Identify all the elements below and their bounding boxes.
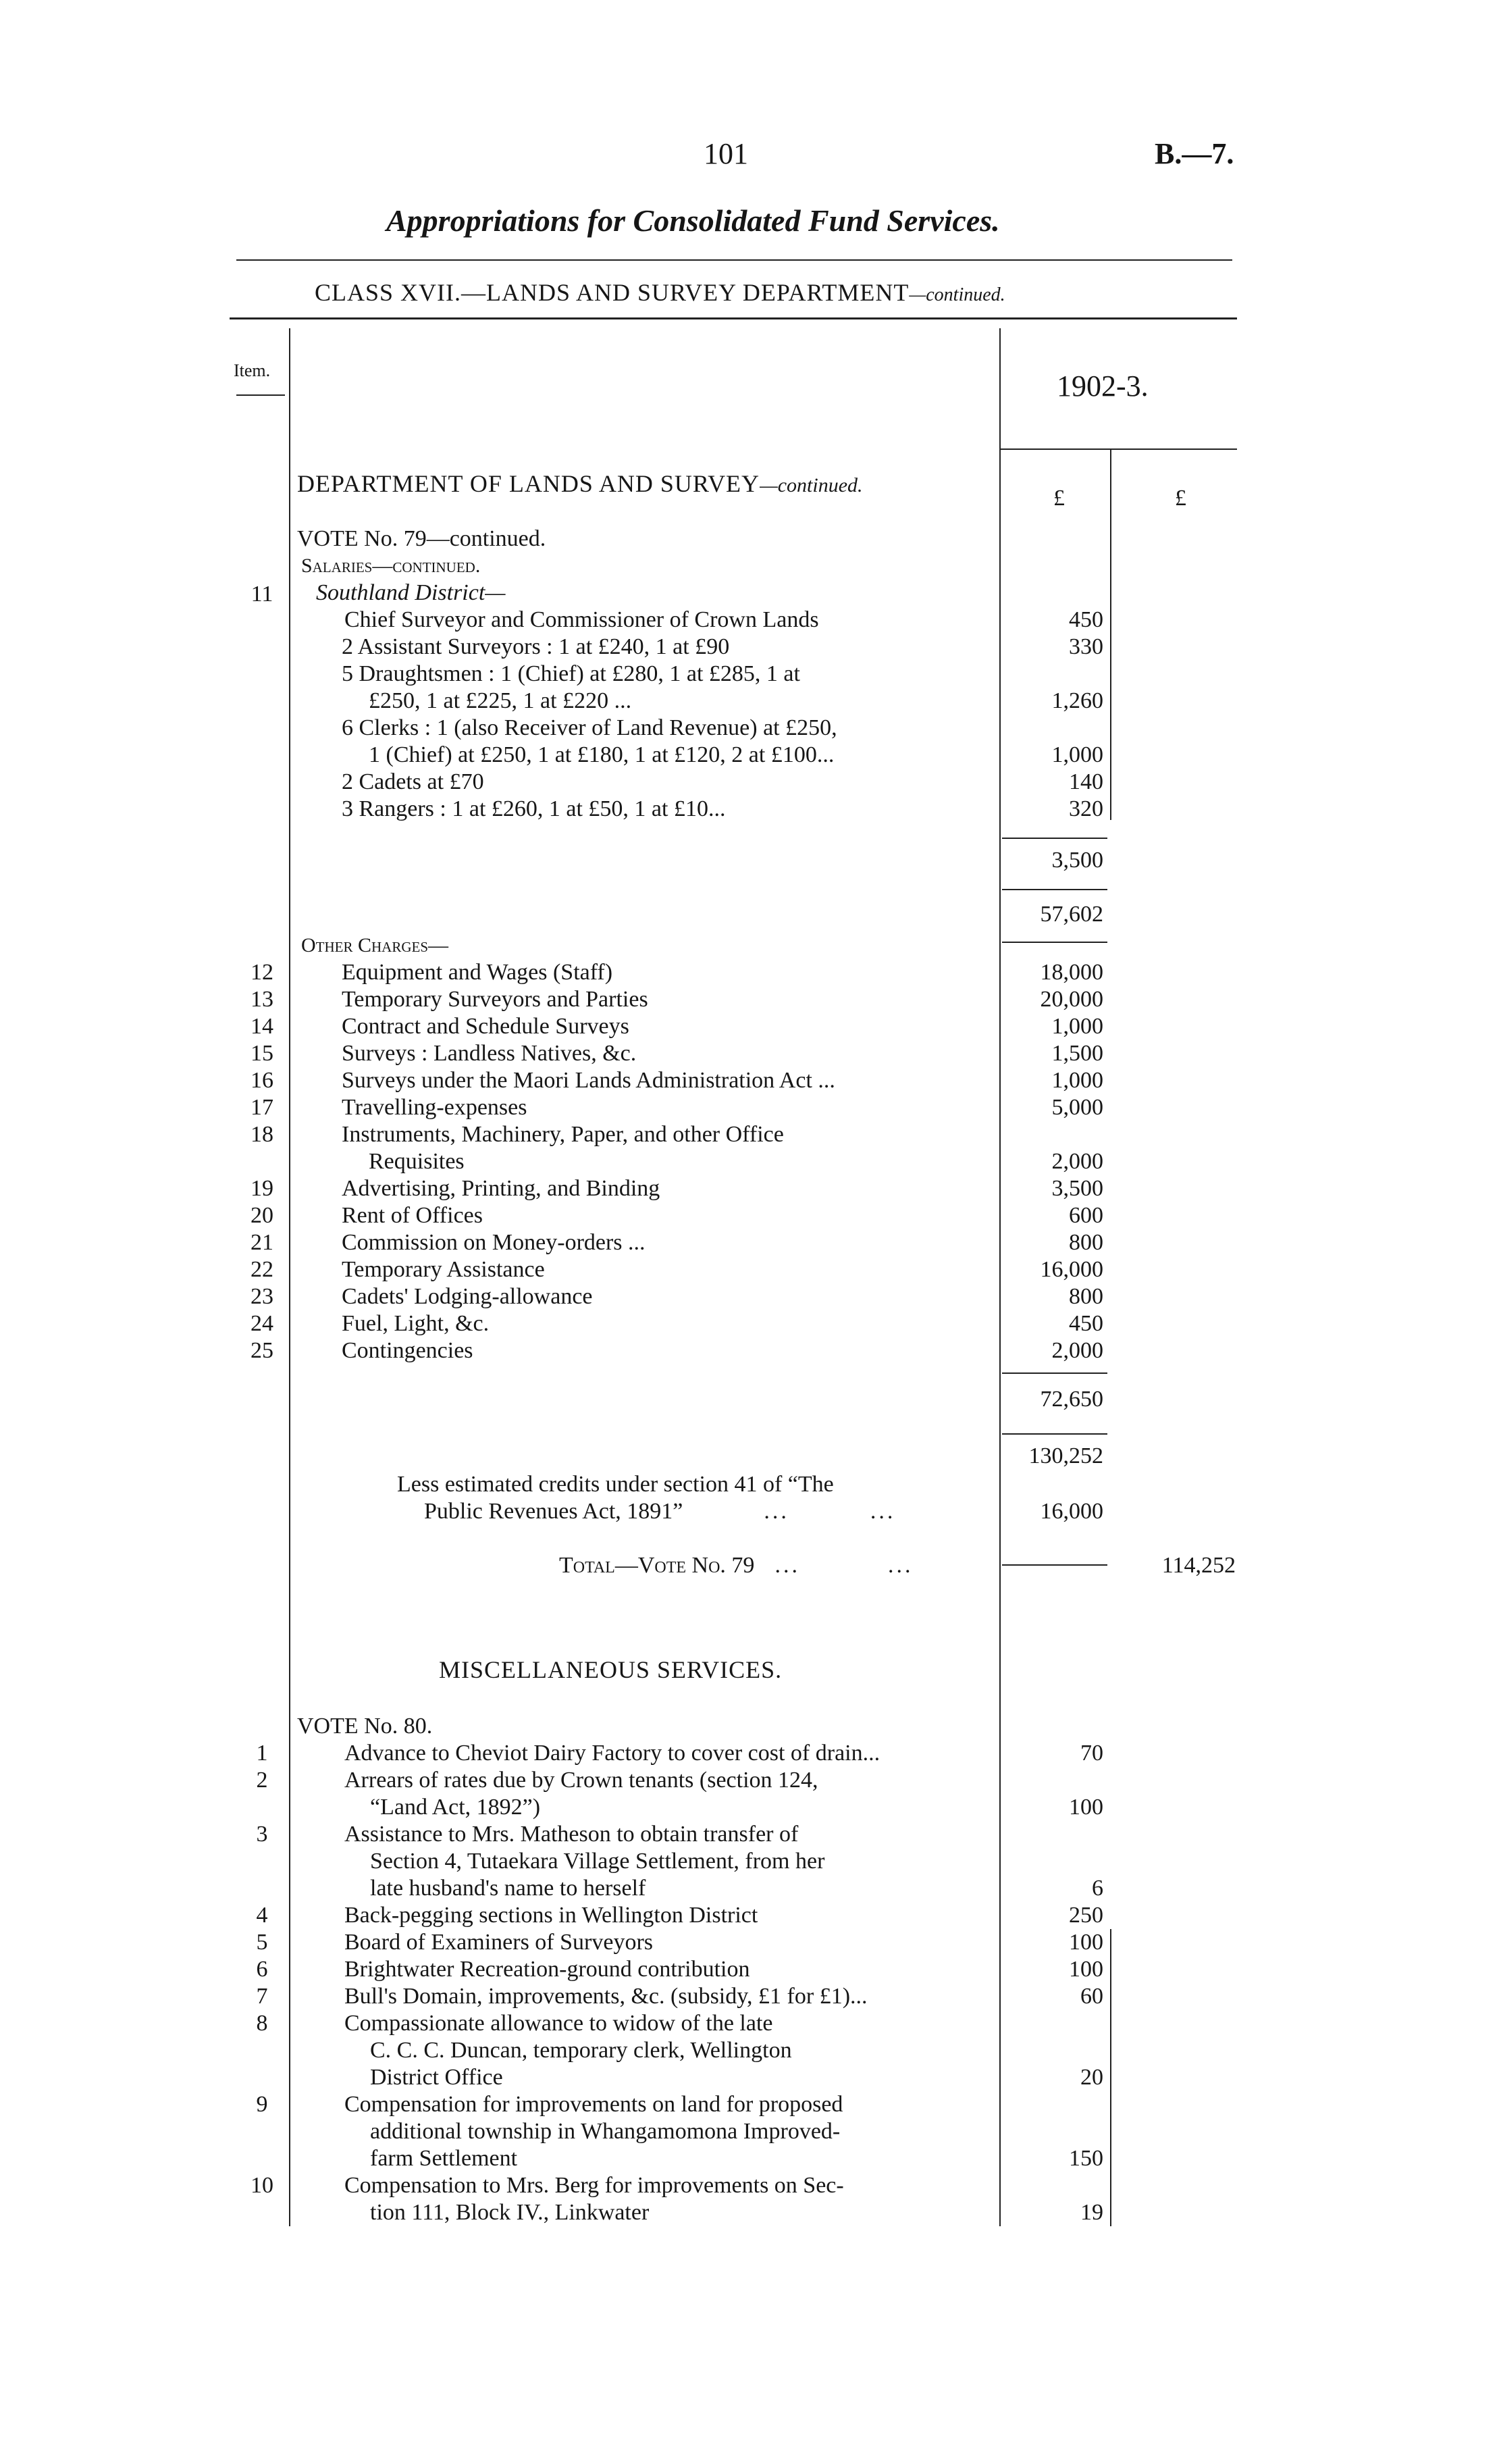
item-number: 12	[251, 960, 273, 985]
salary-line-text: 3 Rangers : 1 at £260, 1 at £50, 1 at £10...	[342, 796, 726, 821]
charge-line-text: Instruments, Machinery, Paper, and other Office	[342, 1122, 784, 1147]
charge-line-text: Contingencies	[342, 1338, 473, 1363]
total-rule	[1002, 942, 1107, 943]
item-column-header: Item.	[234, 361, 271, 380]
item-number: 19	[251, 1176, 273, 1201]
misc-line-text: Brightwater Recreation-ground contribution	[344, 1957, 750, 1982]
item-number: 7	[256, 1984, 268, 2009]
charge-line-amount: 1,500	[1051, 1041, 1103, 1066]
item-number: 17	[251, 1095, 273, 1120]
charge-line-text: Advertising, Printing, and Binding	[342, 1176, 660, 1201]
charge-line-amount: 800	[1069, 1230, 1103, 1255]
salary-line-amount: 140	[1069, 769, 1103, 794]
vote-79-heading: VOTE No. 79—continued.	[297, 526, 546, 551]
misc-line-text: “Land Act, 1892”)	[370, 1795, 541, 1820]
charge-line-amount: 3,500	[1051, 1176, 1103, 1201]
misc-line-amount: 250	[1069, 1903, 1103, 1928]
item-header-underline	[236, 394, 285, 396]
misc-line-text: District Office	[370, 2065, 503, 2090]
misc-line-text: late husband's name to herself	[370, 1876, 646, 1901]
salary-line-text: 5 Draughtsmen : 1 (Chief) at £280, 1 at £285, 1 at	[342, 661, 800, 686]
item-number: 22	[251, 1257, 273, 1282]
misc-line-amount: 150	[1069, 2146, 1103, 2171]
currency-symbol: £	[1175, 486, 1186, 511]
item-number: 10	[251, 2173, 273, 2198]
credits-line: Less estimated credits under section 41 of “The	[397, 1472, 834, 1497]
vote-80-heading: VOTE No. 80.	[297, 1714, 433, 1739]
net-total-rule	[1002, 1564, 1107, 1566]
charge-line-amount: 5,000	[1051, 1095, 1103, 1120]
charges-total: 72,650	[1040, 1387, 1103, 1412]
salaries-total: 57,602	[1040, 902, 1103, 927]
item-number: 3	[256, 1822, 268, 1847]
header-rule	[230, 317, 1237, 319]
salary-line-amount: 1,000	[1051, 742, 1103, 767]
charge-line-text: Commission on Money-orders ...	[342, 1230, 646, 1255]
charge-line-amount: 800	[1069, 1284, 1103, 1309]
misc-line-text: Bull's Domain, improvements, &c. (subsidy, £1 for £1)...	[344, 1984, 868, 2009]
salaries-subtotal: 3,500	[1051, 848, 1103, 873]
other-charges-heading: Other Charges—	[301, 934, 449, 956]
item-number: 20	[251, 1203, 273, 1228]
misc-line-amount: 70	[1080, 1741, 1103, 1766]
item-number: 23	[251, 1284, 273, 1309]
charge-line-amount: 2,000	[1051, 1149, 1103, 1174]
subtotal-rule	[1002, 889, 1107, 890]
charge-line-text: Equipment and Wages (Staff)	[342, 960, 613, 985]
charge-line-amount: 450	[1069, 1311, 1103, 1336]
salary-line-amount: 450	[1069, 607, 1103, 632]
department-heading: DEPARTMENT OF LANDS AND SURVEY—continued.	[297, 470, 863, 497]
salary-line-text: 1 (Chief) at £250, 1 at £180, 1 at £120, 2 at £100...	[369, 742, 835, 767]
item-column-divider	[289, 328, 290, 2226]
item-number: 2	[256, 1768, 268, 1793]
charge-line-amount: 2,000	[1051, 1338, 1103, 1363]
charge-line-text: Surveys under the Maori Lands Administration Act ...	[342, 1068, 835, 1093]
charge-line-amount: 1,000	[1051, 1014, 1103, 1039]
credits-value: 16,000	[1040, 1499, 1103, 1524]
misc-line-text: Assistance to Mrs. Matheson to obtain transfer of	[344, 1822, 799, 1847]
page-number: 101	[704, 137, 748, 170]
misc-line-text: Arrears of rates due by Crown tenants (section 124,	[344, 1768, 818, 1793]
item-number: 18	[251, 1122, 273, 1147]
salary-line-text: £250, 1 at £225, 1 at £220 ...	[369, 688, 632, 713]
item-number: 25	[251, 1338, 273, 1363]
charge-line-text: Requisites	[369, 1149, 465, 1174]
misc-line-text: tion 111, Block IV., Linkwater	[370, 2200, 650, 2225]
misc-line-amount: 19	[1080, 2200, 1103, 2225]
salary-line-text: Chief Surveyor and Commissioner of Crown Lands	[344, 607, 819, 632]
vote-total-label: Total—Vote No. 79 ... ...	[559, 1553, 914, 1578]
gross-total: 130,252	[1028, 1443, 1103, 1468]
misc-line-amount: 60	[1080, 1984, 1103, 2009]
salaries-heading: Salaries—continued.	[301, 555, 481, 577]
vote-total-value: 114,252	[1161, 1553, 1236, 1578]
misc-line-text: Compensation to Mrs. Berg for improvements on Sec-	[344, 2173, 844, 2198]
salary-line-text: 6 Clerks : 1 (also Receiver of Land Revenue) at £250,	[342, 715, 837, 740]
misc-line-amount: 20	[1080, 2065, 1103, 2090]
title-rule	[236, 259, 1232, 261]
charge-line-text: Fuel, Light, &c.	[342, 1311, 490, 1336]
class-heading: CLASS XVII.—LANDS AND SURVEY DEPARTMENT—continued.	[315, 279, 1005, 306]
item-number: 1	[256, 1741, 268, 1766]
item-number: 5	[256, 1930, 268, 1955]
misc-line-text: farm Settlement	[370, 2146, 518, 2171]
item-number: 6	[256, 1957, 268, 1982]
charge-line-text: Contract and Schedule Surveys	[342, 1014, 629, 1039]
misc-line-amount: 100	[1069, 1795, 1103, 1820]
item-number: 24	[251, 1311, 273, 1336]
salary-line-text: 2 Cadets at £70	[342, 769, 484, 794]
misc-line-amount: 6	[1092, 1876, 1103, 1901]
currency-symbol: £	[1053, 486, 1065, 511]
misc-line-text: C. C. C. Duncan, temporary clerk, Wellington	[370, 2038, 792, 2063]
subtotal-rule	[1002, 838, 1107, 839]
item-number: 8	[256, 2011, 268, 2036]
item-number: 11	[251, 582, 273, 607]
misc-line-text: Advance to Cheviot Dairy Factory to cover cost of drain...	[344, 1741, 880, 1766]
misc-line-text: Compensation for improvements on land for proposed	[344, 2092, 843, 2117]
year-header-underline	[999, 448, 1237, 450]
charge-line-text: Temporary Surveyors and Parties	[342, 987, 648, 1012]
misc-line-text: additional township in Whangamomona Improved-	[370, 2119, 841, 2144]
misc-line-text: Back-pegging sections in Wellington District	[344, 1903, 758, 1928]
charge-line-amount: 600	[1069, 1203, 1103, 1228]
item-number: 13	[251, 987, 273, 1012]
charge-line-amount: 18,000	[1040, 960, 1103, 985]
item-number: 14	[251, 1014, 273, 1039]
misc-line-text: Compassionate allowance to widow of the late	[344, 2011, 773, 2036]
amount-column-divider-lower	[1110, 1929, 1111, 2226]
charge-line-text: Travelling-expenses	[342, 1095, 527, 1120]
charges-rule	[1002, 1372, 1107, 1374]
salary-line-amount: 320	[1069, 796, 1103, 821]
charge-line-text: Surveys : Landless Natives, &c.	[342, 1041, 637, 1066]
misc-line-amount: 100	[1069, 1957, 1103, 1982]
district-heading: Southland District—	[316, 580, 506, 605]
item-number: 16	[251, 1068, 273, 1093]
amount-column-divider	[1110, 448, 1111, 820]
document-reference: B.—7.	[1155, 137, 1234, 170]
charge-line-amount: 1,000	[1051, 1068, 1103, 1093]
misc-line-amount: 100	[1069, 1930, 1103, 1955]
misc-line-text: Board of Examiners of Surveyors	[344, 1930, 654, 1955]
charge-line-text: Temporary Assistance	[342, 1257, 545, 1282]
misc-heading: MISCELLANEOUS SERVICES.	[439, 1656, 783, 1683]
charge-line-amount: 20,000	[1040, 987, 1103, 1012]
charges-total-rule	[1002, 1433, 1107, 1435]
charge-line-text: Cadets' Lodging-allowance	[342, 1284, 593, 1309]
item-number: 15	[251, 1041, 273, 1066]
item-number: 4	[256, 1903, 268, 1928]
misc-line-text: Section 4, Tutaekara Village Settlement, from her	[370, 1849, 825, 1874]
credits-line: Public Revenues Act, 1891” ... ...	[424, 1499, 896, 1524]
salary-line-amount: 1,260	[1051, 688, 1103, 713]
charge-line-amount: 16,000	[1040, 1257, 1103, 1282]
item-number: 9	[256, 2092, 268, 2117]
salary-line-amount: 330	[1069, 634, 1103, 659]
description-column-divider	[999, 328, 1001, 2226]
item-number: 21	[251, 1230, 273, 1255]
page-title: Appropriations for Consolidated Fund Services.	[386, 203, 1000, 238]
year-column-header: 1902-3.	[1057, 369, 1149, 403]
salary-line-text: 2 Assistant Surveyors : 1 at £240, 1 at £90	[342, 634, 730, 659]
charge-line-text: Rent of Offices	[342, 1203, 483, 1228]
